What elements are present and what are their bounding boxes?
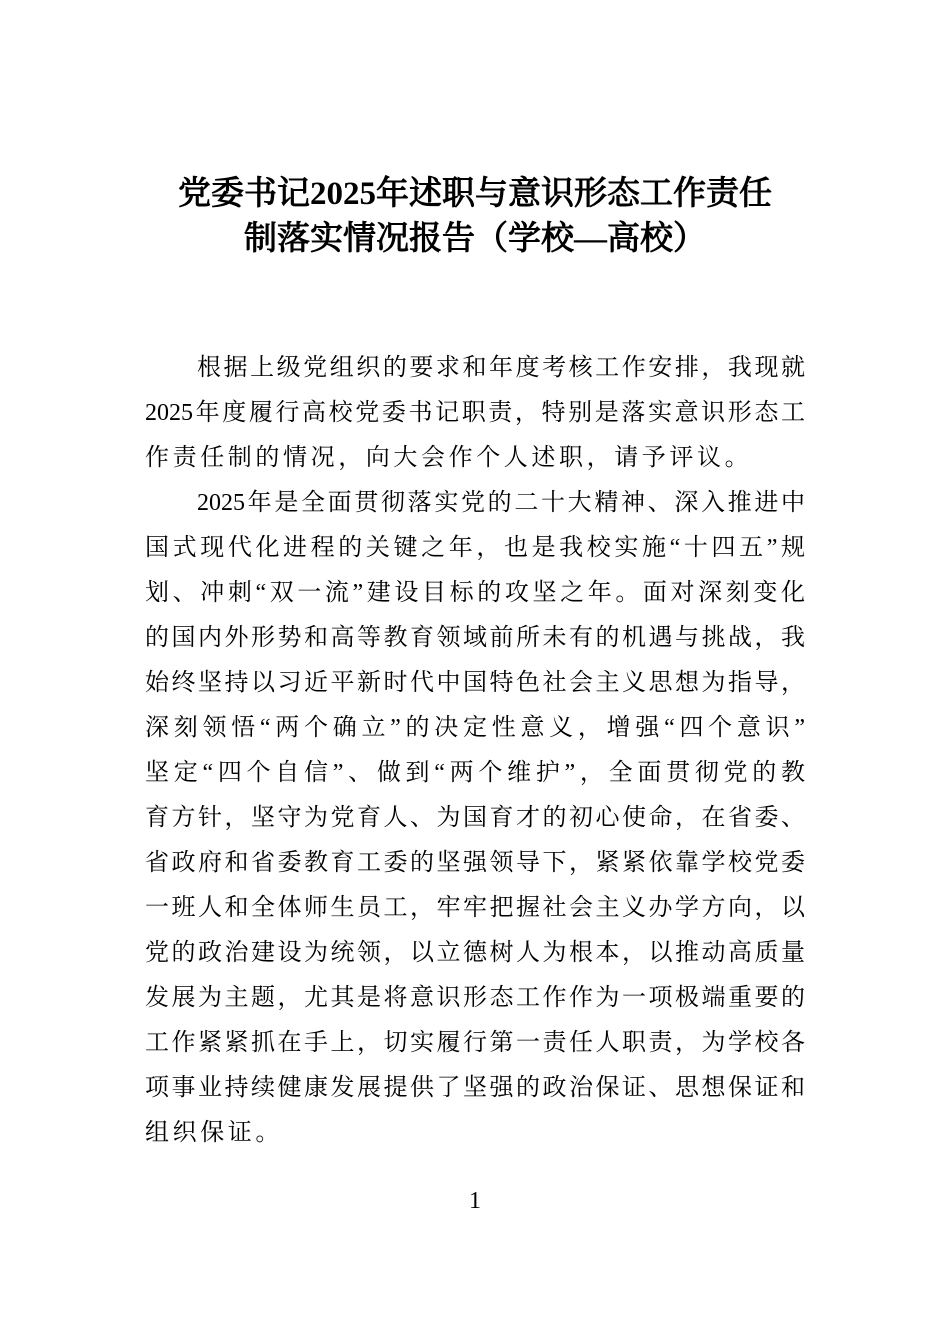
paragraph-line: 育方针，坚守为党育人、为国育才的初心使命，在省委、 — [145, 805, 805, 831]
document-body — [145, 346, 805, 1156]
paragraph-line: 组织保证。 — [145, 1120, 283, 1146]
paragraph-line: 坚定“四个自信”、做到“两个维护”，全面贯彻党的教 — [145, 760, 805, 786]
paragraph-line: 党的政治建设为统领，以立德树人为根本，以推动高质量 — [145, 940, 805, 966]
paragraph-line: 作责任制的情况，向大会作个人述职，请予评议。 — [145, 445, 753, 471]
page-number: 1 — [469, 1188, 481, 1214]
paragraph — [145, 346, 805, 481]
paragraph-line: 发展为主题，尤其是将意识形态工作作为一项极端重要的 — [145, 985, 805, 1011]
paragraph-line: 项事业持续健康发展提供了坚强的政治保证、思想保证和 — [145, 1075, 805, 1101]
paragraph-line: 2025年度履行高校党委书记职责，特别是落实意识形态工 — [145, 400, 805, 426]
paragraph-line: 的国内外形势和高等教育领域前所未有的机遇与挑战，我 — [145, 625, 805, 651]
paragraph — [145, 481, 805, 1156]
paragraph-line: 一班人和全体师生员工，牢牢把握社会主义办学方向，以 — [145, 895, 805, 921]
paragraph-line: 始终坚持以习近平新时代中国特色社会主义思想为指导， — [145, 670, 805, 696]
paragraph-line: 省政府和省委教育工委的坚强领导下，紧紧依靠学校党委 — [145, 850, 805, 876]
paragraph-line: 深刻领悟“两个确立”的决定性意义，增强“四个意识” — [145, 715, 805, 741]
paragraph-line: 划、冲刺“双一流”建设目标的攻坚之年。面对深刻变化 — [145, 580, 805, 606]
paragraph-line: 根据上级党组织的要求和年度考核工作安排，我现就 — [197, 355, 805, 381]
paragraph-line: 国式现代化进程的关键之年，也是我校实施“十四五”规 — [145, 535, 805, 561]
paragraph-line: 工作紧紧抓在手上，切实履行第一责任人职责，为学校各 — [145, 1030, 805, 1056]
document-title-line-1: 党委书记2025年述职与意识形态工作责任 — [178, 176, 772, 212]
paragraph-line: 2025年是全面贯彻落实党的二十大精神、深入推进中 — [197, 490, 805, 516]
document-title-line-2: 制落实情况报告（学校—高校） — [244, 221, 706, 257]
